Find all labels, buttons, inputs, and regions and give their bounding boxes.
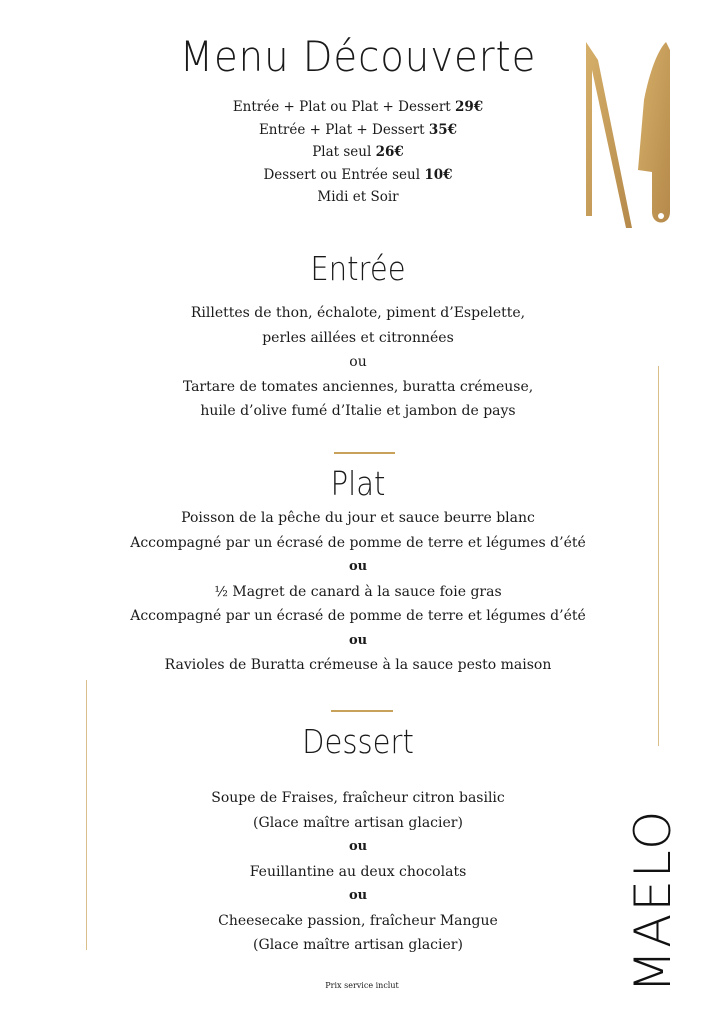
separator-ou: ou xyxy=(349,354,367,370)
dish-line: Soupe de Fraises, fraîcheur citron basilic xyxy=(211,790,505,806)
price-line: Plat seul 26€ xyxy=(312,144,404,160)
dish-line: Accompagné par un écrasé de pomme de terre et légumes d’été xyxy=(130,608,586,624)
separator-ou: ou xyxy=(348,559,368,574)
decorative-line-left xyxy=(86,680,87,950)
dish-line: (Glace maître artisan glacier) xyxy=(253,814,463,831)
section-title-plat: Plat xyxy=(330,464,386,503)
entree-section xyxy=(100,249,616,288)
price-line: Entrée + Plat + Dessert 35€ xyxy=(258,121,458,138)
section-title-entree: Entrée xyxy=(310,249,406,288)
plat-section xyxy=(100,464,616,503)
price-list xyxy=(100,96,616,209)
service-time: Midi et Soir xyxy=(317,189,399,205)
brand-wordmark: MAELO xyxy=(624,808,682,993)
footer-note: Prix service inclut xyxy=(325,981,399,990)
logo-left-stroke xyxy=(586,42,632,228)
dish-line: perles aillées et citronnées xyxy=(262,329,454,346)
divider xyxy=(331,710,393,712)
dish-line: Rillettes de thon, échalote, piment d’Espelette, xyxy=(190,305,526,321)
separator-ou: ou xyxy=(348,888,368,903)
price-line: Dessert ou Entrée seul 10€ xyxy=(263,166,453,183)
dish-line: huile d’olive fumé d’Italie et jambon de pays xyxy=(200,403,516,419)
price-line: Entrée + Plat ou Plat + Dessert 29€ xyxy=(232,99,484,115)
header xyxy=(100,32,616,81)
dish-line: (Glace maître artisan glacier) xyxy=(253,937,463,953)
entree-dishes xyxy=(100,301,616,424)
dish-line: Ravioles de Buratta crémeuse à la sauce pesto maison xyxy=(164,657,552,673)
dessert-dishes xyxy=(100,786,616,958)
separator-ou: ou xyxy=(348,632,368,648)
separator-ou: ou xyxy=(348,839,368,854)
brand-logo xyxy=(582,40,676,232)
divider xyxy=(334,452,395,454)
dish-line: Accompagné par un écrasé de pomme de terre et légumes d’été xyxy=(130,534,586,551)
dish-line: Poisson de la pêche du jour et sauce beurre blanc xyxy=(181,510,535,526)
dish-line: Cheesecake passion, fraîcheur Mangue xyxy=(218,912,498,929)
dish-line: ½ Magret de canard à la sauce foie gras xyxy=(214,583,502,600)
section-title-dessert: Dessert xyxy=(302,722,414,761)
plat-dishes xyxy=(100,506,616,678)
knife-icon xyxy=(638,42,670,223)
decorative-line-right xyxy=(658,366,659,746)
dessert-section xyxy=(100,722,616,761)
dish-line: Tartare de tomates anciennes, buratta crémeuse, xyxy=(182,378,534,395)
dish-line: Feuillantine au deux chocolats xyxy=(249,863,467,880)
menu-title: Menu Découverte xyxy=(179,32,537,81)
